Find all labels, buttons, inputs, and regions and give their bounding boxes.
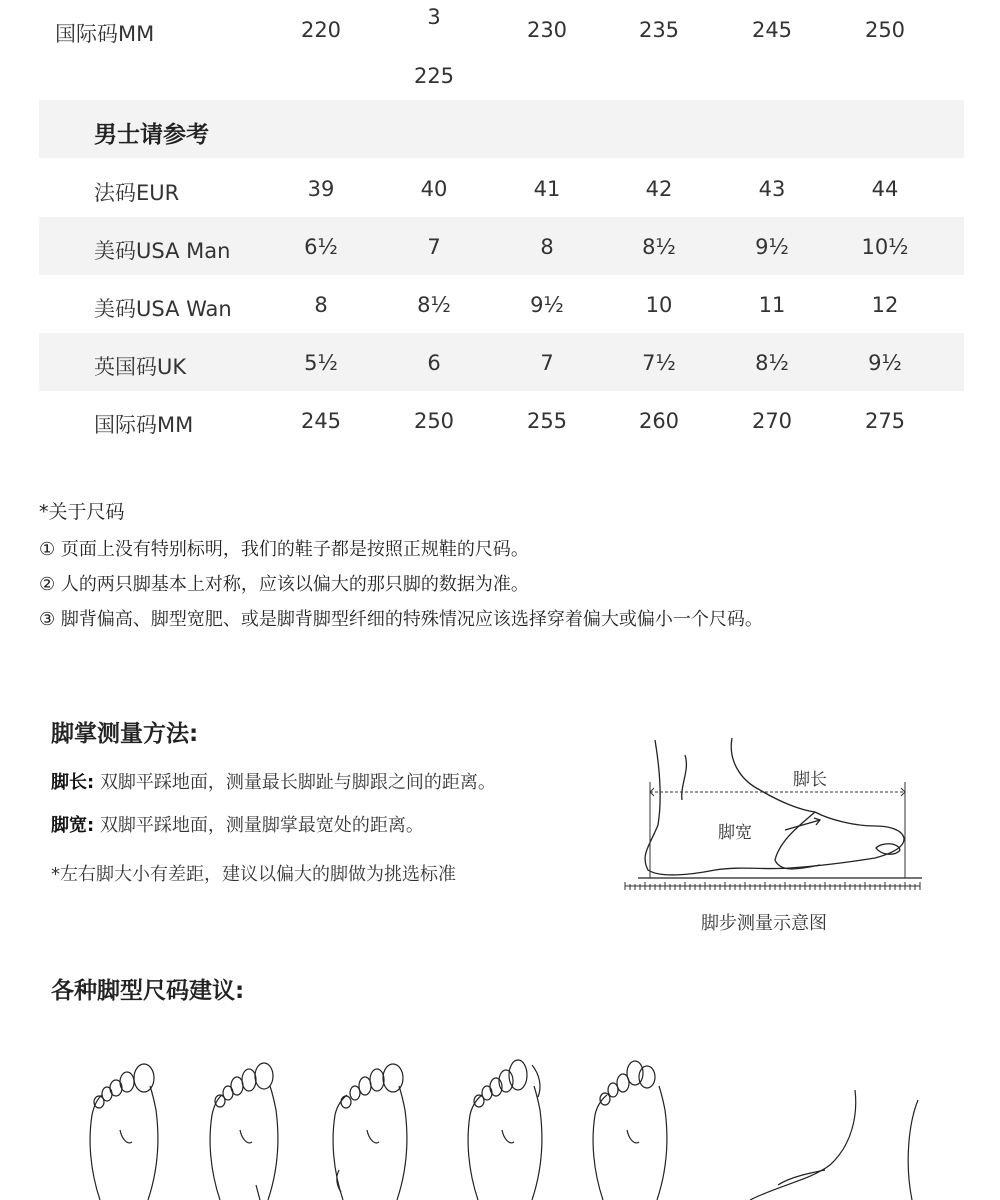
size-cell: 10 [645,293,673,317]
size-cell: 8½ [755,351,789,375]
size-cell: 7½ [642,351,676,375]
size-cell: 12 [871,293,899,317]
size-cell: 245 [300,409,342,433]
size-cell: 10½ [861,235,909,259]
row-label: 美码USA Wan [94,297,232,321]
size-cell: 40 [420,177,448,201]
foot-length-label: 脚长: [51,772,95,793]
size-cell: 43 [758,177,786,201]
table-row [39,391,964,449]
size-cell: 11 [758,293,786,317]
foot-length-line [51,768,496,794]
foot-length-text: 双脚平踩地面，测量最长脚趾与脚跟之间的距离。 [99,772,496,793]
diagram-caption: 脚步测量示意图 [701,913,827,934]
table-row [39,333,964,391]
size-cell: 225 [413,64,455,88]
size-cell: 42 [645,177,673,201]
note-item: ② 人的两只脚基本上对称，应该以偏大的那只脚的数据为准。 [39,574,529,595]
size-cell: 8 [314,293,328,317]
size-cell: 9½ [530,293,564,317]
size-cell: 220 [300,18,342,42]
foot-outline-3 [325,1060,420,1200]
size-cell: 255 [526,409,568,433]
foot-width-label: 脚宽: [51,815,95,836]
size-cell: 39 [307,177,335,201]
size-cell: 6 [427,351,441,375]
foot-outline-4 [460,1055,555,1200]
size-cell: 44 [871,177,899,201]
size-cell: 275 [864,409,906,433]
size-cell: 8 [540,235,554,259]
foot-outline-2 [200,1060,290,1200]
foot-types-title: 各种脚型尺码建议: [51,978,245,1004]
section-title: 男士请参考 [94,122,209,148]
measure-note: *左右脚大小有差距，建议以偏大的脚做为挑选标准 [51,864,456,885]
foot-side-drawing [620,730,930,900]
size-cell: 9½ [755,235,789,259]
row-label: 美码USA Man [94,239,231,263]
size-cell: 8½ [417,293,451,317]
size-cell: 5½ [304,351,338,375]
foot-width-line [51,811,424,837]
row-label: 英国码UK [94,355,187,379]
row-label: 国际码MM [94,413,194,437]
row-label: 法码EUR [94,181,180,205]
size-cell: 235 [638,18,680,42]
notes-title: *关于尺码 [39,501,125,523]
row-label: 国际码MM [55,22,155,46]
note-item: ③ 脚背偏高、脚型宽肥、或是脚背脚型纤细的特殊情况应该选择穿着偏大或偏小一个尺码。 [39,609,763,630]
size-cell: 7 [427,235,441,259]
foot-side-outline [740,1085,940,1200]
note-item: ① 页面上没有特别标明，我们的鞋子都是按照正规鞋的尺码。 [39,539,529,560]
size-cell: 250 [413,409,455,433]
size-cell: 260 [638,409,680,433]
size-cell: 270 [751,409,793,433]
size-cell: 230 [526,18,568,42]
table-row [39,275,964,333]
size-cell: 6½ [304,235,338,259]
size-cell: 245 [751,18,793,42]
foot-width-text: 双脚平踩地面，测量脚掌最宽处的距离。 [99,815,424,836]
foot-outline-5 [585,1055,680,1200]
foot-length-diagram-label: 脚长 [793,770,827,790]
size-cell: 3 [427,5,441,29]
measure-title: 脚掌测量方法: [51,721,199,747]
size-cell: 41 [533,177,561,201]
size-cell: 7 [540,351,554,375]
foot-width-diagram-label: 脚宽 [718,823,752,843]
size-cell: 250 [864,18,906,42]
size-cell: 8½ [642,235,676,259]
size-cell: 9½ [868,351,902,375]
foot-outline-1 [80,1060,170,1200]
men-section-header [39,100,964,158]
table-row [39,217,964,275]
table-row [39,159,964,217]
